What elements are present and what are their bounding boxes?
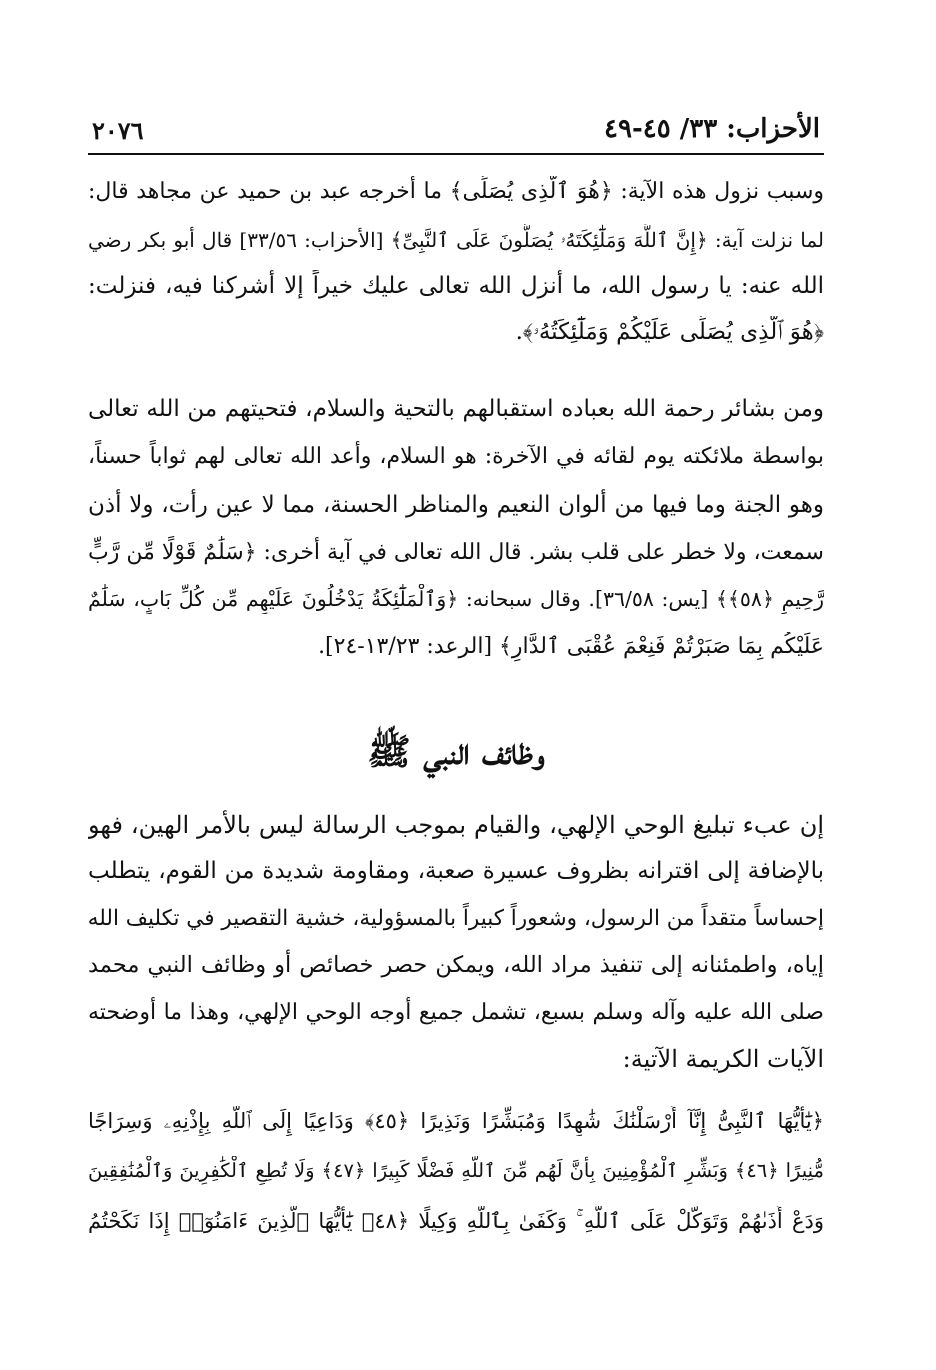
paragraph-line: وسبب نزول هذه الآية: ﴿هُوَ ٱلَّذِى يُصَلِّى﴾ ما أخرجه عبد بن حميد عن مجاهد قال: (88, 179, 824, 204)
paragraph-cause-of-revelation (88, 176, 824, 366)
paragraph-line: ومن بشائر رحمة الله بعباده استقبالهم بالتحية والسلام، فتحيتهم من الله تعالى (88, 396, 824, 422)
paragraph-line: سمعت، ولا خطر على قلب بشر. قال الله تعالى في آية أخرى: ﴿سَلَٰمٌ قَوْلًا مِّن رَّبٍّ (88, 540, 824, 565)
running-header (88, 108, 824, 152)
paragraph-line: رَّحِيمٍ ﴿٥٨﴾﴾ [يس: ٣٦/٥٨]. وقال سبحانه: ﴿وَٱلْمَلَٰٓئِكَةُ يَدْخُلُونَ عَلَيْهِم مِّن كُلِّ بَابٍ، سَلَٰمٌ (88, 587, 824, 611)
paragraph-line: وهو الجنة وما فيها من ألوان النعيم والمناظر الحسنة، مما لا عين رأت، ولا أذن (88, 492, 824, 518)
section-heading: وظائف النبي ﷺ (367, 731, 545, 773)
paragraph-line: ﴿هُوَ ٱلَّذِى يُصَلِّى عَلَيْكُمْ وَمَلَٰٓئِكَتُهُۥ﴾. (515, 319, 824, 345)
paragraph-glad-tidings (88, 392, 824, 682)
paragraph-line: الله عنه: يا رسول الله، ما أنزل الله تعالى عليك خيراً إلا أشركنا فيه، فنزلت: (88, 273, 824, 299)
paragraph-line: بالإضافة إلى اقترانه بظروف عسيرة صعبة، ومقاومة شديدة من القوم، يتطلب (88, 858, 824, 884)
paragraph-line: إحساساً متقداً من الرسول، وشعوراً كبيراً بالمسؤولية، خشية التقصير في تكليف الله (88, 906, 824, 931)
paragraph-line: الآيات الكريمة الآتية: (622, 1045, 824, 1073)
paragraph-line: صلى الله عليه وآله وسلم بسبع، تشمل جميع أوجه الوحي الإلهي، وهذا ما أوضحته (88, 1000, 824, 1025)
header-divider (88, 153, 824, 155)
paragraph-line: عَلَيْكُم بِمَا صَبَرْتُمْ فَنِعْمَ عُقْبَى ٱلدَّارِ﴾ [الرعد: ١٣/٢٣-٢٤]. (318, 634, 824, 659)
paragraph-line: إياه، واطمئنانه إلى تنفيذ مراد الله، ويمكن حصر خصائص أو وظائف النبي محمد (88, 952, 824, 978)
quran-line: ﴿يَٰٓأَيُّهَا ٱلنَّبِىُّ إِنَّآ أَرْسَلْنَٰكَ شَٰهِدًا وَمُبَشِّرًا وَنَذِيرًا ﴿٤٥﴾ وَدَاعِيًا إِلَى ٱللَّهِ بِإِذْنِهِۦ وَسِرَاجًا (88, 1109, 824, 1133)
paragraph-line: لما نزلت آية: ﴿إِنَّ ٱللَّهَ وَمَلَٰٓئِكَتَهُۥ يُصَلُّونَ عَلَى ٱلنَّبِىِّ﴾ [الأحزاب: ٣٣/٥٦] قال أبو بكر رضي (88, 228, 824, 252)
paragraph-prophet-duties (88, 808, 824, 1088)
quran-verses (88, 1106, 824, 1256)
quran-line: مُّنِيرًا ﴿٤٦﴾ وَبَشِّرِ ٱلْمُؤْمِنِينَ بِأَنَّ لَهُم مِّنَ ٱللَّهِ فَضْلًا كَبِيرًا ﴿٤٧﴾ وَلَا تُطِعِ ٱلْكَٰفِرِينَ وَٱلْمُنَٰفِقِينَ (88, 1159, 824, 1182)
quran-line: وَدَعْ أَذَىٰهُمْ وَتَوَكَّلْ عَلَى ٱللَّهِ ۚ وَكَفَىٰ بِٱللَّهِ وَكِيلًا ﴿٤٨﴾ يَٰٓأَيُّهَا ٱلَّذِينَ ءَامَنُوٓا۟ إِذَا نَكَحْتُمُ (88, 1209, 824, 1233)
paragraph-line: بواسطة ملائكته يوم لقائه في الآخرة: هو السلام، وأعد الله تعالى لهم ثواباً حسناً، (88, 444, 824, 469)
paragraph-line: إن عبء تبليغ الوحي الإلهي، والقيام بموجب الرسالة ليس بالأمر الهين، فهو (88, 811, 824, 839)
page-number: ٢٠٧٦ (92, 116, 144, 145)
header-surah-reference: الأحزاب: ٣٣/ ٤٥-٤٩ (604, 114, 820, 144)
